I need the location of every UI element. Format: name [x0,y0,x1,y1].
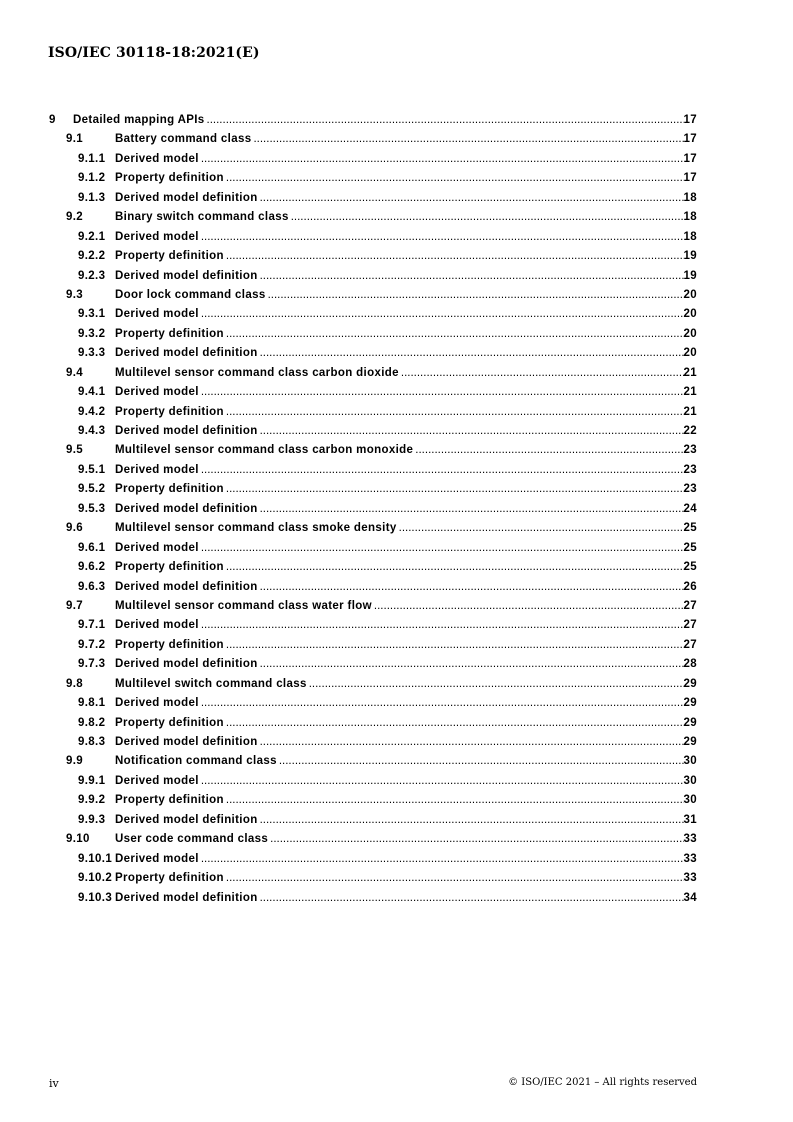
toc-entry-line [115,305,697,324]
toc-leader-dots [201,228,684,247]
toc-entry[interactable] [49,344,697,363]
toc-entry-number: 9.8.1 [78,697,106,710]
toc-entry-page: 24 [683,502,697,515]
toc-entry-title: Derived model [115,152,199,165]
toc-entry-line [115,772,697,791]
toc-entry-line [115,811,697,830]
toc-leader-dots [401,364,684,383]
toc-leader-dots [260,422,684,441]
toc-entry-number: 9.2 [66,211,84,224]
toc-entry-title: Multilevel switch command class [115,677,307,690]
toc-leader-dots [270,830,683,849]
toc-entry-line [115,422,697,441]
toc-entry-title: Derived model definition [115,891,258,904]
toc-entry-title: Detailed mapping APIs [73,114,205,126]
toc-entry-page: 25 [683,541,697,554]
toc-entry-number: 9.1.2 [78,172,106,185]
toc-entry-line [115,791,697,810]
toc-entry[interactable] [49,305,697,324]
toc-entry-page: 31 [683,813,697,826]
toc-entry-title: Derived model definition [115,658,258,671]
toc-leader-dots [260,267,684,286]
toc-entry-title: Derived model definition [115,813,258,826]
toc-entry-line [115,364,697,383]
toc-entry-page: 18 [683,211,697,224]
toc-entry-title: Property definition [115,172,224,185]
toc-leader-dots [415,441,683,460]
toc-entry-page: 21 [683,386,697,399]
toc-entry[interactable] [49,869,697,888]
toc-entry-number: 9.4.2 [78,405,106,418]
toc-entry-title: Battery command class [115,133,252,146]
toc-leader-dots [260,344,684,363]
toc-leader-dots [226,325,684,344]
toc-entry[interactable] [49,578,697,597]
toc-entry-number: 9 [49,114,56,126]
toc-entry-title: Door lock command class [115,288,266,301]
toc-entry[interactable] [49,208,697,227]
toc-entry-number: 9.7.1 [78,619,106,632]
toc-leader-dots [291,208,684,227]
toc-entry-number: 9.7.2 [78,638,106,651]
toc-entry[interactable] [49,111,697,130]
toc-entry-title: Derived model definition [115,736,258,748]
toc-entry-page: 20 [683,308,697,321]
toc-entry-line [115,578,697,597]
toc-entry-title: Multilevel sensor command class water flow [115,599,372,612]
toc-entry-title: Derived model [115,697,199,710]
toc-leader-dots [201,383,684,402]
toc-entry-page: 18 [683,191,697,204]
toc-entry-line [115,830,697,849]
toc-leader-dots [226,636,684,655]
toc-entry-number: 9.3.3 [78,347,106,360]
toc-entry-number: 9.2.2 [78,250,106,263]
toc-entry-page: 29 [683,736,697,748]
toc-entry-number: 9.9.2 [78,794,106,807]
toc-entry[interactable] [49,616,697,635]
toc-leader-dots [279,752,684,771]
document-header: ISO/IEC 30118-18:2021(E) [48,45,260,61]
toc-entry-title: User code command class [115,833,269,846]
toc-entry-line [115,480,697,499]
toc-entry-title: Notification command class [115,755,277,768]
toc-entry-number: 9.5.3 [78,502,106,515]
toc-entry-number: 9.2.1 [78,230,106,243]
toc-entry-title: Derived model [115,852,199,865]
toc-entry-line [115,169,697,188]
toc-leader-dots [226,714,684,733]
toc-entry-title: Binary switch command class [115,211,289,224]
toc-entry-title: Multilevel sensor command class smoke density [115,522,397,535]
toc-entry-line [115,558,697,577]
toc-entry[interactable] [49,383,697,402]
toc-entry-line [115,597,697,616]
toc-leader-dots [260,500,684,519]
toc-entry-title: Derived model [115,619,199,632]
toc-entry[interactable] [49,441,697,460]
toc-leader-dots [226,403,684,422]
toc-entry[interactable] [49,655,697,674]
toc-entry-line [115,383,697,402]
toc-entry-title: Derived model [115,541,199,554]
toc-entry-page: 28 [683,658,697,671]
toc-entry-title: Property definition [115,561,224,574]
toc-entry-line [115,655,697,674]
toc-entry-page: 27 [683,599,697,612]
toc-entry-page: 20 [683,288,697,301]
toc-entry-page: 17 [683,133,697,146]
toc-entry[interactable] [49,830,697,849]
toc-leader-dots [201,305,684,324]
toc-entry-line [115,636,697,655]
toc-entry[interactable] [49,811,697,830]
toc-entry[interactable] [49,325,697,344]
toc-leader-dots [260,811,684,830]
toc-entry[interactable] [49,480,697,499]
toc-entry-number: 9.7 [66,599,84,612]
toc-entry-title: Derived model definition [115,502,258,515]
toc-leader-dots [226,869,684,888]
toc-entry-page: 29 [683,716,697,729]
toc-entry-page: 25 [683,561,697,574]
toc-entry-line [115,403,697,422]
toc-entry[interactable] [49,694,697,713]
toc-entry-line [115,539,697,558]
toc-entry-line [115,694,697,713]
toc-entry-line [115,441,697,460]
toc-leader-dots [201,150,684,169]
toc-entry[interactable] [49,150,697,169]
toc-entry-number: 9.2.3 [78,269,106,282]
toc-leader-dots [268,286,684,305]
toc-entry-number: 9.5.1 [78,463,106,476]
toc-entry[interactable] [49,247,697,266]
toc-entry-number: 9.6.3 [78,580,106,593]
toc-entry-number: 9.1 [66,133,84,146]
toc-entry-number: 9.10.3 [78,891,113,904]
toc-entry-number: 9.3.2 [78,327,106,340]
toc-entry-title: Derived model definition [115,269,258,282]
toc-entry-page: 22 [683,425,697,437]
toc-entry[interactable] [49,752,697,771]
toc-entry[interactable] [49,733,697,752]
toc-entry-page: 33 [683,833,697,846]
toc-leader-dots [260,578,684,597]
toc-entry-page: 33 [683,872,697,885]
toc-entry-number: 9.8.3 [78,736,106,748]
toc-leader-dots [201,616,684,635]
toc-entry[interactable] [49,422,697,441]
toc-entry[interactable] [49,558,697,577]
toc-entry-line [115,889,697,908]
toc-entry-line [115,752,697,771]
toc-entry-title: Derived model [115,230,199,243]
toc-leader-dots [309,675,684,694]
toc-entry-page: 20 [683,327,697,340]
toc-entry-number: 9.10.1 [78,852,113,865]
toc-entry-line [115,267,697,286]
toc-leader-dots [260,189,684,208]
toc-leader-dots [201,461,684,480]
toc-entry-line [115,150,697,169]
toc-entry-title: Derived model [115,463,199,476]
toc-entry-number: 9.1.1 [78,152,106,165]
toc-entry-title: Property definition [115,483,224,496]
toc-entry-title: Derived model [115,308,199,321]
toc-leader-dots [226,247,684,266]
toc-entry-page: 17 [683,152,697,165]
toc-entry-line [115,130,697,149]
toc-entry-title: Derived model definition [115,580,258,593]
toc-entry[interactable] [49,461,697,480]
toc-entry-line [115,344,697,363]
toc-entry-title: Property definition [115,250,224,263]
toc-entry[interactable] [49,130,697,149]
toc-leader-dots [226,791,684,810]
toc-entry-page: 34 [683,891,697,904]
toc-entry-line [115,208,697,227]
toc-entry-line [73,111,697,130]
toc-leader-dots [201,772,684,791]
toc-leader-dots [399,519,684,538]
toc-entry-line [115,519,697,538]
toc-entry-line [115,461,697,480]
toc-entry[interactable] [49,286,697,305]
toc-entry-number: 9.4.1 [78,386,106,399]
toc-entry-page: 21 [683,405,697,418]
toc-entry[interactable] [49,850,697,869]
toc-entry[interactable] [49,714,697,733]
toc-entry-number: 9.5 [66,444,84,457]
toc-entry-number: 9.3 [66,288,84,301]
toc-entry-line [115,228,697,247]
toc-entry-line [115,247,697,266]
toc-entry-line [115,616,697,635]
toc-leader-dots [226,480,684,499]
toc-leader-dots [374,597,684,616]
toc-entry-page: 20 [683,347,697,360]
toc-entry[interactable] [49,889,697,908]
toc-entry-page: 19 [683,269,697,282]
toc-entry[interactable] [49,519,697,538]
toc-entry-number: 9.4 [66,366,84,379]
toc-entry-number: 9.6.2 [78,561,106,574]
toc-entry-page: 30 [683,755,697,768]
toc-leader-dots [260,889,684,908]
toc-entry-page: 25 [683,522,697,535]
toc-entry-line [115,325,697,344]
toc-entry[interactable] [49,500,697,519]
toc-entry-page: 21 [683,366,697,379]
toc-entry-line [115,850,697,869]
toc-entry-number: 9.3.1 [78,308,106,321]
toc-entry[interactable] [49,636,697,655]
toc-entry-number: 9.10.2 [78,872,113,885]
toc-entry-line [115,189,697,208]
toc-entry[interactable] [49,169,697,188]
toc-entry-page: 17 [683,114,697,126]
toc-entry-title: Property definition [115,716,224,729]
toc-entry-title: Derived model [115,386,199,399]
toc-leader-dots [207,111,684,130]
toc-entry-page: 23 [683,483,697,496]
toc-entry[interactable] [49,772,697,791]
toc-entry-page: 23 [683,463,697,476]
toc-leader-dots [201,539,684,558]
toc-entry-page: 26 [683,580,697,593]
toc-entry-line [115,714,697,733]
toc-entry-page: 30 [683,774,697,787]
toc-entry-title: Derived model definition [115,191,258,204]
toc-entry-number: 9.9.3 [78,813,106,826]
toc-entry-page: 33 [683,852,697,865]
toc-entry-number: 9.4.3 [78,425,106,437]
toc-entry-line [115,733,697,752]
toc-entry-page: 18 [683,230,697,243]
toc-entry-number: 9.9 [66,755,84,768]
toc-entry-number: 9.5.2 [78,483,106,496]
toc-entry-number: 9.6 [66,522,84,535]
toc-entry-number: 9.7.3 [78,658,106,671]
toc-entry-page: 19 [683,250,697,263]
toc-entry-number: 9.8 [66,677,84,690]
toc-leader-dots [201,694,684,713]
toc-entry[interactable] [49,403,697,422]
toc-entry-page: 27 [683,638,697,651]
toc-entry[interactable] [49,675,697,694]
toc-entry-title: Multilevel sensor command class carbon monoxide [115,444,414,457]
toc-entry[interactable] [49,228,697,247]
toc-entry[interactable] [49,539,697,558]
toc-entry-number: 9.1.3 [78,191,106,204]
toc-entry-title: Property definition [115,872,224,885]
toc-entry-title: Property definition [115,327,224,340]
toc-entry-title: Property definition [115,794,224,807]
toc-entry-title: Property definition [115,638,224,651]
toc-entry-line [115,500,697,519]
toc-entry-title: Derived model definition [115,347,258,360]
toc-entry-page: 17 [683,172,697,185]
page-number: iv [49,1077,59,1090]
toc-entry-page: 29 [683,697,697,710]
toc-leader-dots [226,169,684,188]
toc-leader-dots [226,558,684,577]
toc-entry[interactable] [49,597,697,616]
toc-entry-title: Derived model [115,774,199,787]
toc-entry-title: Multilevel sensor command class carbon dioxide [115,366,399,379]
toc-entry-line [115,675,697,694]
toc-entry-number: 9.10 [66,833,90,846]
toc-entry-number: 9.6.1 [78,541,106,554]
toc-entry-page: 29 [683,677,697,690]
toc-entry-number: 9.8.2 [78,716,106,729]
toc-leader-dots [260,733,684,752]
toc-entry[interactable] [49,189,697,208]
toc-entry-page: 27 [683,619,697,632]
toc-entry-page: 23 [683,444,697,457]
toc-entry-title: Property definition [115,405,224,418]
toc-leader-dots [201,850,684,869]
toc-entry-line [115,286,697,305]
toc-entry[interactable] [49,364,697,383]
toc-entry-page: 30 [683,794,697,807]
toc-leader-dots [260,655,684,674]
table-of-contents [49,111,697,908]
copyright-notice: © ISO/IEC 2021 – All rights reserved [508,1077,697,1088]
toc-entry-number: 9.9.1 [78,774,106,787]
toc-entry-title: Derived model definition [115,425,258,437]
toc-entry-line [115,869,697,888]
toc-leader-dots [253,130,683,149]
toc-entry[interactable] [49,267,697,286]
toc-entry[interactable] [49,791,697,810]
